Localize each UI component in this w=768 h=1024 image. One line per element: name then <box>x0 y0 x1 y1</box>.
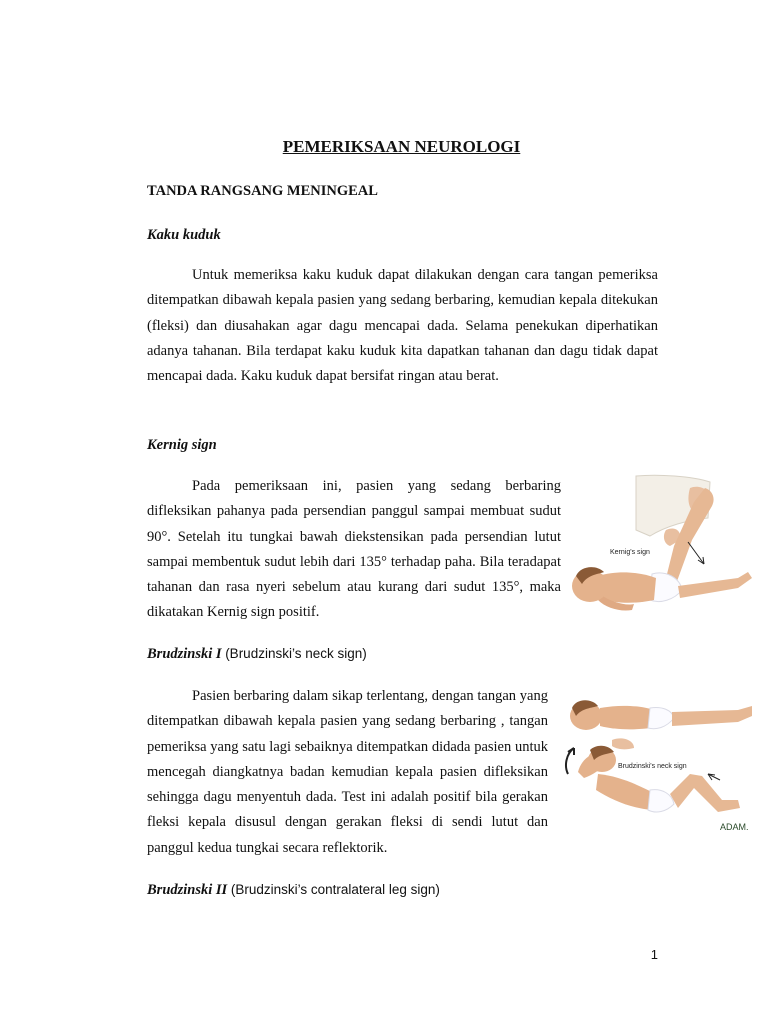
kernig-sign-label: Kernig's sign <box>610 549 650 556</box>
adam-credit: ADAM. <box>720 822 749 832</box>
kaku-kuduk-heading: Kaku kuduk <box>147 227 221 243</box>
page-number: 1 <box>650 947 658 962</box>
kernig-paragraph: Pada pemeriksaan ini, pasien yang sedang berbaring difleksikan pahanya pada persendian panggul sampai membuat sudut 90°. Setelah itu tungkai bawah diekstensikan pada persendian lutut sampai membentuk sudut lebih dari 135° terhadap paha. Bila teradapat tahanan dan rasa nyeri sebelum atau kurang dari sudut 135°, maka dikatakan Kernig sign positif. <box>147 478 561 621</box>
brudzinski-1-paragraph: Pasien berbaring dalam sikap terlentang, dengan tangan yang ditempatkan dibawah kepala pasien yang sedang berbaring , tangan pemeriksa yang satu lagi sebaiknya ditempatkan didada pasien untuk mencegah diangkatnya badan kemudian kepala pasien difleksikan sehingga dagu menyentuh dada. Test ini adalah positif bila gerakan fleksi kepala disusul dengan gerakan fleksi di sendi lutut dan panggul kedua tungkai secara reflektorik. <box>147 688 548 856</box>
kernig-heading: Kernig sign <box>147 437 217 453</box>
brudzinski-1-heading: Brudzinski I (Brudzinski’s neck sign) <box>147 646 367 662</box>
kernig-sign-illustration <box>570 474 755 619</box>
brudzinski-2-heading: Brudzinski II (Brudzinski’s contralateral leg sign) <box>147 882 440 898</box>
kaku-kuduk-paragraph: Untuk memeriksa kaku kuduk dapat dilakukan dengan cara tangan pemeriksa ditempatkan dibawah kepala pasien yang sedang berbaring, kemudian kepala ditekukan (fleksi) dan diusahakan agar dagu mencapai dada. Selama penekukan diperhatikan adanya tahanan. Bila terdapat kaku kuduk kita dapatkan tahanan dan dagu tidak dapat mencapai dada. Kaku kuduk dapat bersifat ringan atau berat. <box>147 267 658 385</box>
section-heading: TANDA RANGSANG MENINGEAL <box>147 183 378 199</box>
brudzinski-neck-sign-illustration <box>562 690 758 835</box>
page-title: PEMERIKSAAN NEUROLOGI <box>282 137 521 156</box>
brudzinski-neck-sign-label: Brudzinski's neck sign <box>618 763 687 770</box>
